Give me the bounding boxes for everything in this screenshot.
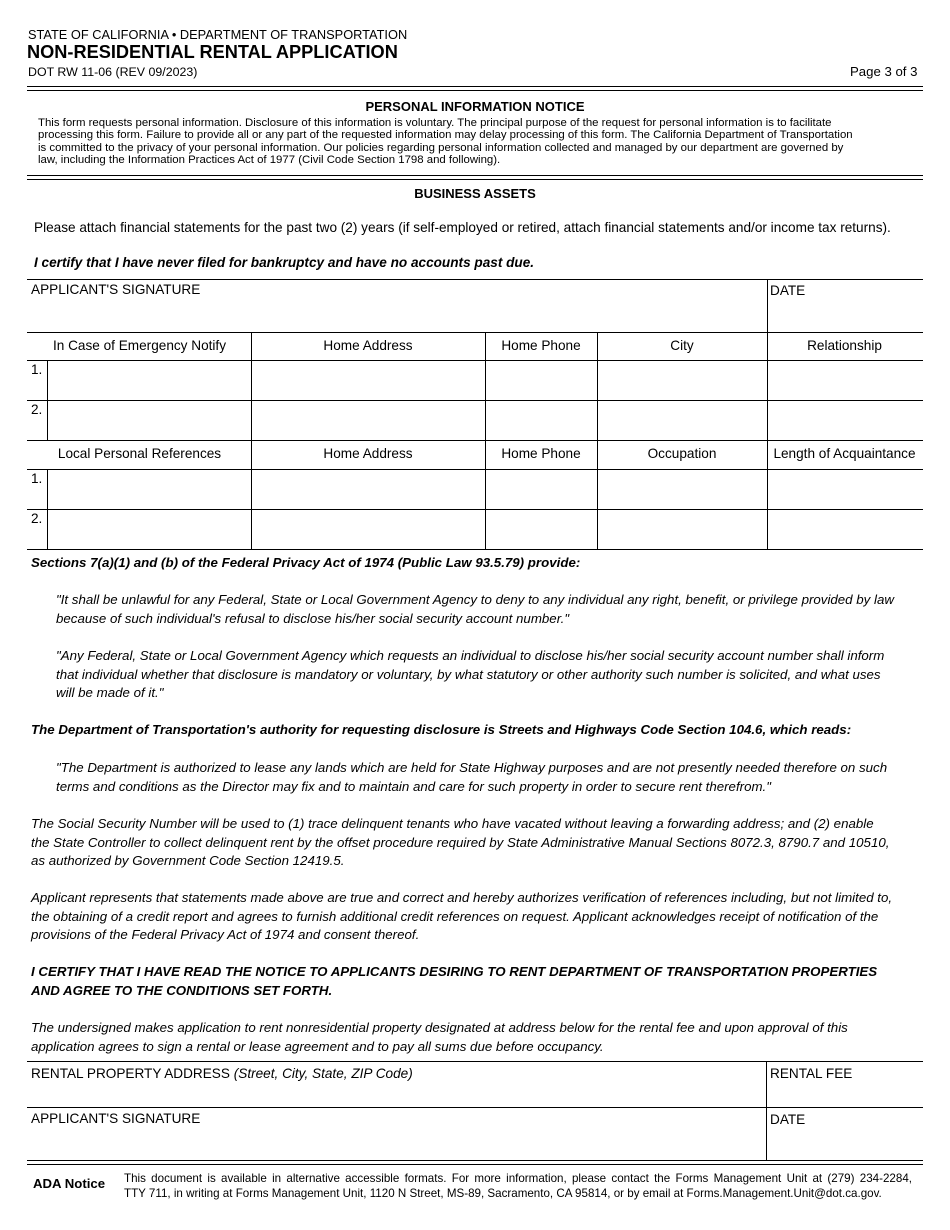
divider bbox=[27, 1164, 923, 1165]
reference-phone-field-2[interactable] bbox=[486, 510, 597, 549]
notice-line: This form requests personal information. Disclosure of this information is voluntary. The principal purpose of the request for personal information is to facilitate bbox=[38, 117, 832, 129]
applicant-representation-paragraph bbox=[31, 889, 892, 945]
length-of-acquaintance-header: Length of Acquaintance bbox=[773, 446, 916, 461]
references-header: Local Personal References bbox=[57, 446, 222, 461]
relationship-header: Relationship bbox=[807, 338, 882, 353]
divider bbox=[27, 440, 923, 441]
text-line: TTY 711, in writing at Forms Management Unit, 1120 N Street, MS-89, Sacramento, CA 95814, or by email at Forms.Management.Unit@dot.ca.gov. bbox=[124, 1186, 882, 1200]
reference-phone-field-1[interactable] bbox=[486, 470, 597, 509]
text-line: The undersigned makes application to rent nonresidential property designated at address below for the rental fee and upon approval of this bbox=[31, 1020, 848, 1035]
emergency-phone-field-1[interactable] bbox=[486, 361, 597, 400]
divider bbox=[27, 175, 923, 176]
emergency-address-field-2[interactable] bbox=[252, 401, 485, 440]
home-phone-header: Home Phone bbox=[501, 446, 581, 461]
ada-notice-label: ADA Notice bbox=[33, 1176, 106, 1191]
agency-name: STATE OF CALIFORNIA • DEPARTMENT OF TRANSPORTATION bbox=[28, 27, 408, 42]
certification-statement bbox=[31, 963, 877, 1000]
text-line: the State Controller to collect delinquent rent by the offset procedure required by State Administrative Manual Sections 8072.3, 8790.7 and 10510, bbox=[31, 834, 890, 850]
date-label: DATE bbox=[770, 1112, 806, 1127]
bankruptcy-certification: I certify that I have never filed for bankruptcy and have no accounts past due. bbox=[34, 255, 535, 270]
cell-border bbox=[47, 470, 48, 549]
emergency-relationship-field-2[interactable] bbox=[768, 401, 922, 440]
financial-statements-instruction: Please attach financial statements for the past two (2) years (if self-employed or retired, attach financial statements and/or income tax returns). bbox=[34, 220, 891, 235]
rental-fee-label: RENTAL FEE bbox=[770, 1066, 853, 1081]
emergency-relationship-field-1[interactable] bbox=[768, 361, 922, 400]
row-number: 1. bbox=[31, 471, 43, 486]
cell-border bbox=[251, 333, 252, 549]
text-line: because of such individual's refusal to disclose his/her social security account number." bbox=[56, 610, 570, 626]
divider bbox=[27, 86, 923, 87]
privacy-notice-title: PERSONAL INFORMATION NOTICE bbox=[365, 99, 585, 114]
address-label-hint: (Street, City, State, ZIP Code) bbox=[233, 1066, 413, 1081]
notice-line: law, including the Information Practices Act of 1977 (Civil Code Section 1798 and following). bbox=[38, 154, 501, 167]
home-address-header: Home Address bbox=[323, 338, 413, 353]
text-line: that individual whether that disclosure is mandatory or voluntary, by what statutory or other authority such number is solicited, and what uses bbox=[56, 666, 881, 682]
text-line: "The Department is authorized to lease any lands which are held for State Highway purposes and are not presently needed therefore on such bbox=[56, 760, 888, 775]
text-line: terms and conditions as the Director may fix and to maintain and care for such property in order to secure rent therefrom." bbox=[56, 778, 771, 794]
emergency-contact-header: In Case of Emergency Notify bbox=[52, 338, 226, 353]
rental-fee-field[interactable] bbox=[767, 1062, 922, 1107]
home-address-header: Home Address bbox=[323, 446, 413, 461]
notice-line: is committed to the privacy of your personal information. Our policies regarding personal information collected and managed by our department are governed by bbox=[38, 141, 844, 154]
home-phone-header: Home Phone bbox=[501, 338, 581, 353]
reference-occupation-field-2[interactable] bbox=[598, 510, 767, 549]
reference-address-field-2[interactable] bbox=[252, 510, 485, 549]
cell-border bbox=[766, 1061, 767, 1161]
divider bbox=[27, 179, 923, 180]
notice-line: processing this form. Failure to provide all or any part of the requested information may delay processing of this form. The California Department of Transportation bbox=[38, 129, 853, 142]
occupation-header: Occupation bbox=[647, 446, 717, 461]
text-line: The Social Security Number will be used to (1) trace delinquent tenants who have vacated without leaving a forwarding address; and (2) enable bbox=[31, 816, 874, 831]
row-number: 2. bbox=[31, 511, 43, 526]
reference-address-field-1[interactable] bbox=[252, 470, 485, 509]
row-number: 2. bbox=[31, 402, 43, 417]
emergency-name-field-1[interactable] bbox=[48, 361, 251, 400]
cell-border bbox=[47, 361, 48, 440]
text-line: "Any Federal, State or Local Government Agency which requests an individual to disclose his/her social security account number shall inform bbox=[56, 648, 885, 663]
emergency-name-field-2[interactable] bbox=[48, 401, 251, 440]
emergency-city-field-2[interactable] bbox=[598, 401, 767, 440]
date-field[interactable] bbox=[768, 280, 923, 332]
emergency-city-field-1[interactable] bbox=[598, 361, 767, 400]
divider bbox=[27, 90, 923, 91]
text-line: This document is available in alternative accessible formats. For more information, please contact the Forms Management Unit at (279) 234-2284, bbox=[124, 1172, 912, 1185]
cell-border bbox=[597, 333, 598, 549]
text-line: "It shall be unlawful for any Federal, State or Local Government Agency to deny to any individual any right, benefit, or privilege provided by law bbox=[56, 592, 894, 607]
row-number: 1. bbox=[31, 362, 43, 377]
text-line: provisions of the Federal Privacy Act of 1974 and consent thereof. bbox=[31, 927, 420, 943]
text-line: the obtaining of a credit report and agrees to furnish additional credit references on request. Applicant acknowledges receipt of notification of the bbox=[31, 908, 879, 924]
rental-property-address-field[interactable] bbox=[28, 1062, 766, 1107]
authority-quote bbox=[56, 759, 887, 796]
form-title: NON-RESIDENTIAL RENTAL APPLICATION bbox=[27, 42, 398, 62]
date-label: DATE bbox=[770, 283, 806, 298]
emergency-phone-field-2[interactable] bbox=[486, 401, 597, 440]
text-line: I CERTIFY THAT I HAVE READ THE NOTICE TO APPLICANTS DESIRING TO RENT DEPARTMENT OF TRANSPORTATION PROPERTIES bbox=[31, 964, 878, 979]
authority-heading: The Department of Transportation's authority for requesting disclosure is Streets and Highways Code Section 104.6, which reads: bbox=[31, 722, 852, 737]
divider bbox=[27, 1160, 923, 1161]
text-line: AND AGREE TO THE CONDITIONS SET FORTH. bbox=[31, 982, 333, 998]
applicant-signature-label: APPLICANT'S SIGNATURE bbox=[31, 1111, 201, 1126]
cell-border bbox=[485, 333, 486, 549]
cell-border bbox=[767, 333, 768, 549]
text-line: Applicant represents that statements made above are true and correct and hereby authorizes verification of references including, but not limited to, bbox=[31, 890, 893, 905]
reference-occupation-field-1[interactable] bbox=[598, 470, 767, 509]
date-field-2[interactable] bbox=[767, 1108, 922, 1160]
applicant-signature-field[interactable] bbox=[28, 280, 767, 332]
ada-notice-text bbox=[124, 1172, 912, 1187]
privacy-act-heading: Sections 7(a)(1) and (b) of the Federal Privacy Act of 1974 (Public Law 93.5.79) provide: bbox=[31, 555, 581, 570]
divider bbox=[27, 332, 923, 333]
ssn-usage-paragraph bbox=[31, 815, 889, 871]
text-line: application agrees to sign a rental or lease agreement and to pay all sums due before occupancy. bbox=[31, 1038, 604, 1054]
undersigned-paragraph bbox=[31, 1019, 848, 1056]
privacy-act-quote-1 bbox=[56, 591, 894, 628]
page-number: Page 3 of 3 bbox=[850, 64, 918, 79]
reference-acquaintance-field-2[interactable] bbox=[768, 510, 922, 549]
divider bbox=[27, 549, 923, 550]
privacy-act-quote-2 bbox=[56, 647, 884, 703]
applicant-signature-label: APPLICANT'S SIGNATURE bbox=[31, 282, 201, 297]
text-line: as authorized by Government Code Section 12419.5. bbox=[31, 853, 345, 869]
form-number: DOT RW 11-06 (REV 09/2023) bbox=[28, 65, 198, 79]
text-line: will be made of it." bbox=[56, 685, 164, 701]
applicant-signature-field-2[interactable] bbox=[28, 1108, 766, 1160]
reference-acquaintance-field-1[interactable] bbox=[768, 470, 922, 509]
emergency-address-field-1[interactable] bbox=[252, 361, 485, 400]
address-label-text: RENTAL PROPERTY ADDRESS bbox=[31, 1066, 230, 1081]
city-header: City bbox=[670, 338, 694, 353]
reference-name-field-2[interactable] bbox=[48, 510, 251, 549]
business-assets-title: BUSINESS ASSETS bbox=[414, 186, 536, 201]
reference-name-field-1[interactable] bbox=[48, 470, 251, 509]
privacy-notice-text bbox=[38, 117, 912, 167]
